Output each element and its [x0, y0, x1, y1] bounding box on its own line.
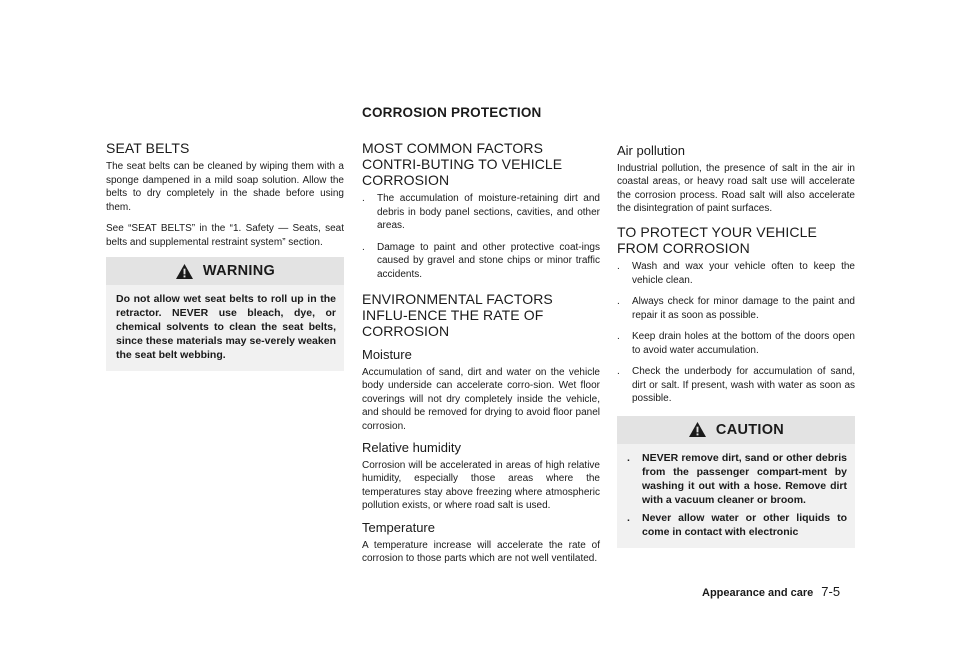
list-item: . The accumulation of moisture-retaining dirt and debris in body panel sections, cavities, and other areas.: [362, 193, 600, 232]
page-number: 7-5: [821, 584, 841, 599]
protect-list: [617, 260, 855, 406]
column-right: [617, 140, 855, 548]
column-middle: [362, 140, 600, 574]
warning-text: Do not allow wet seat belts to roll up in the retractor. NEVER use bleach, dye, or chemical solvents to clean the seat belts, since these materials may se-verely weaken the seat belt webbing.: [116, 293, 336, 362]
bullet-dot: .: [362, 241, 365, 253]
air-pollution-paragraph: Industrial pollution, the presence of salt in the air in coastal areas, or heavy road salt use will accelerate the corrosion process. Road salt will also accelerate the disintegration of paint surfaces.: [617, 162, 855, 215]
list-item: . NEVER remove dirt, sand or other debris from the passenger compart-ment by washing it out with a hose. Remove dirt with a vacuum cleaner or broom.: [627, 451, 847, 506]
temperature-paragraph: A temperature increase will accelerate the rate of corrosion to those parts which are not well ventilated.: [362, 539, 600, 565]
moisture-paragraph: Accumulation of sand, dirt and water on the vehicle body underside can accelerate corro-sion. Wet floor coverings will not dry completely inside the vehicle, and should be removed for drying to avoid floor panel corrosion.: [362, 366, 600, 432]
warning-header: [106, 257, 344, 285]
list-item: . Never allow water or other liquids to come in contact with electronic: [627, 511, 847, 538]
column-left: [106, 140, 344, 371]
list-item: . Keep drain holes at the bottom of the doors open to avoid water accumulation.: [617, 331, 855, 356]
bullet-dot: .: [617, 261, 620, 273]
caution-box: [617, 416, 855, 548]
bullet-dot: .: [617, 296, 620, 308]
environmental-factors-heading: ENVIRONMENTAL FACTORS INFLU-ENCE THE RATE OF CORROSION: [362, 291, 553, 340]
warning-body: [106, 285, 344, 371]
bullet-dot: .: [627, 511, 630, 524]
seat-belts-paragraph-1: The seat belts can be cleaned by wiping them with a sponge dampened in a mild soap solution. Allow the belts to dry completely in the shade before using them.: [106, 161, 344, 213]
section-title: CORROSION PROTECTION: [362, 105, 542, 120]
chapter-name: Appearance and care: [702, 587, 814, 599]
bullet-dot: .: [362, 193, 365, 205]
list-item: . Damage to paint and other protective coat-ings caused by gravel and stone chips or minor traffic accidents.: [362, 241, 600, 280]
humidity-paragraph: Corrosion will be accelerated in areas of high relative humidity, especially those areas where the temperatures stay above freezing where atmospheric pollution exists, or where road salt is used.: [362, 459, 600, 512]
list-item: . Wash and wax your vehicle often to keep the vehicle clean.: [617, 261, 855, 286]
list-item: . Always check for minor damage to the paint and repair it as soon as possible.: [617, 296, 855, 321]
list-item: . Check the underbody for accumulation of sand, dirt or salt. If present, wash with water as soon as possible.: [617, 366, 855, 405]
seat-belts-paragraph-2: See “SEAT BELTS” in the “1. Safety — Seats, seat belts and supplemental restraint system” section.: [106, 223, 344, 248]
caution-triangle-icon: [688, 421, 707, 438]
air-pollution-subheading: Air pollution: [617, 143, 685, 158]
bullet-dot: .: [617, 366, 620, 378]
warning-triangle-icon: [175, 263, 194, 280]
moisture-subheading: Moisture: [362, 346, 412, 362]
warning-box: [106, 257, 344, 371]
common-factors-list: [362, 192, 600, 281]
seat-belts-heading: SEAT BELTS: [106, 140, 190, 156]
temperature-subheading: Temperature: [362, 519, 435, 535]
protect-vehicle-heading: TO PROTECT YOUR VEHICLE FROM CORROSION: [617, 223, 817, 257]
caution-header: [617, 416, 855, 444]
caution-label: CAUTION: [715, 421, 785, 438]
humidity-subheading: Relative humidity: [362, 440, 461, 455]
page-footer: [702, 584, 840, 599]
bullet-dot: .: [627, 451, 630, 464]
caution-body: [617, 444, 855, 548]
common-factors-heading: MOST COMMON FACTORS CONTRI-BUTING TO VEHICLE CORROSION: [362, 140, 563, 189]
warning-label: WARNING: [202, 263, 276, 280]
bullet-dot: .: [617, 331, 620, 343]
